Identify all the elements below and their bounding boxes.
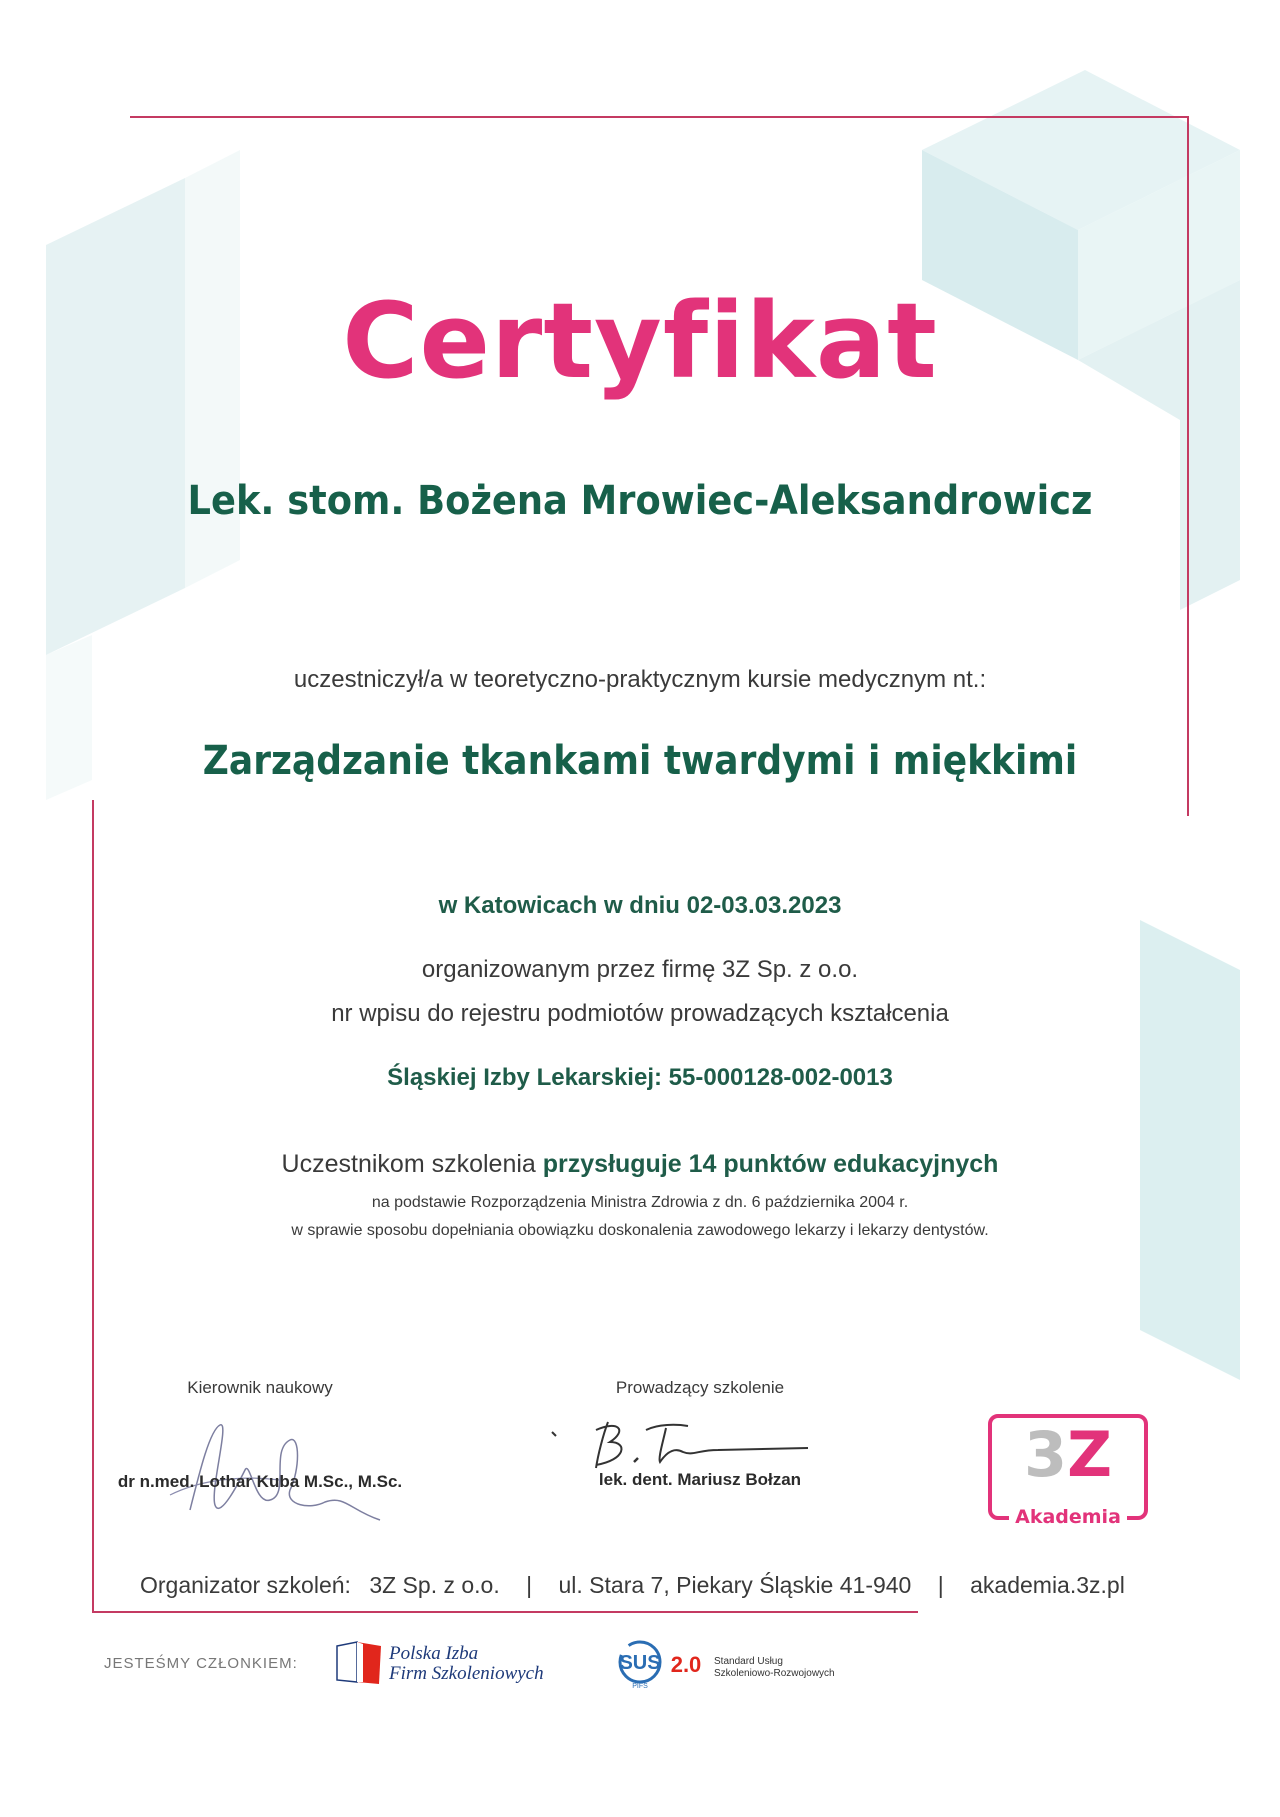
signature-role-left: Kierownik naukowy <box>187 1378 333 1397</box>
course-title: Zarządzanie tkankami twardymi i miękkimi <box>202 738 1078 784</box>
points-value: przysługuje 14 punktów edukacyjnych <box>542 1150 999 1178</box>
points-prefix: Uczestnikom szkolenia <box>281 1150 536 1178</box>
points-statement <box>0 1150 1280 1179</box>
logo-3z-mark: 3Z <box>1023 1418 1113 1491</box>
footer-company: 3Z Sp. z o.o. <box>369 1572 500 1598</box>
sus-small: PIFS <box>632 1683 648 1690</box>
footer-website: akademia.3z.pl <box>970 1572 1125 1598</box>
pifs-logo <box>333 1640 544 1691</box>
signature-block-right <box>560 1378 840 1398</box>
signature-name-left: dr n.med. Lothar Kuba M.Sc., M.Sc. <box>117 1472 403 1491</box>
sus-mark: SUS <box>619 1652 661 1674</box>
sus-version: 2.0 <box>670 1652 702 1677</box>
course-intro: uczestniczył/a w teoretyczno-praktycznym kursie medycznym nt.: <box>293 666 987 693</box>
footer-separator: | <box>526 1572 533 1598</box>
pifs-book-icon <box>333 1640 385 1686</box>
logo-akademia-caption: Akademia <box>992 1506 1144 1528</box>
place-and-date: w Katowicach w dniu 02-03.03.2023 <box>438 892 842 919</box>
footer-label: Organizator szkoleń: <box>140 1572 351 1598</box>
registry-number: Śląskiej Izby Lekarskiej: 55-000128-002-0013 <box>387 1064 893 1091</box>
certificate-title: Certyfikat <box>342 280 938 402</box>
footer-address: ul. Stara 7, Piekary Śląskie 41-940 <box>558 1572 912 1598</box>
legal-basis-line2: w sprawie sposobu dopełniania obowiązku doskonalenia zawodowego lekarzy i lekarzy dentystów. <box>291 1222 989 1239</box>
organizer-line: organizowanym przez firmę 3Z Sp. z o.o. <box>421 956 859 983</box>
members-label: JESTEŚMY CZŁONKIEM: <box>104 1655 298 1672</box>
signature-role-right: Prowadzący szkolenie <box>615 1378 785 1397</box>
signature-name-right: lek. dent. Mariusz Bołzan <box>598 1470 802 1489</box>
signature-block-left <box>120 1378 400 1398</box>
footer-separator: | <box>937 1572 944 1598</box>
akademia-3z-logo <box>988 1414 1148 1528</box>
registry-intro: nr wpisu do rejestru podmiotów prowadzących kształcenia <box>331 1000 949 1027</box>
sus-logo <box>616 1638 835 1697</box>
frame-line-right <box>1187 116 1189 816</box>
signature-name-right-wrap <box>560 1470 840 1490</box>
pifs-name: Polska Izba Firm Szkoleniowych <box>389 1643 544 1684</box>
frame-line-top <box>130 116 1188 118</box>
organizer-footer <box>140 1572 1125 1599</box>
sus-caption: Standard Usług Szkoleniowo-Rozwojowych <box>714 1656 835 1679</box>
signature-name-left-wrap <box>100 1472 420 1492</box>
participant-name: Lek. stom. Bożena Mrowiec-Aleksandrowicz <box>187 478 1093 524</box>
legal-basis-line1: na podstawie Rozporządzenia Ministra Zdrowia z dn. 6 października 2004 r. <box>371 1194 909 1211</box>
frame-line-bottom <box>92 1611 918 1613</box>
signature-scribble-left <box>150 1410 390 1530</box>
sus-ring-icon <box>616 1638 716 1692</box>
